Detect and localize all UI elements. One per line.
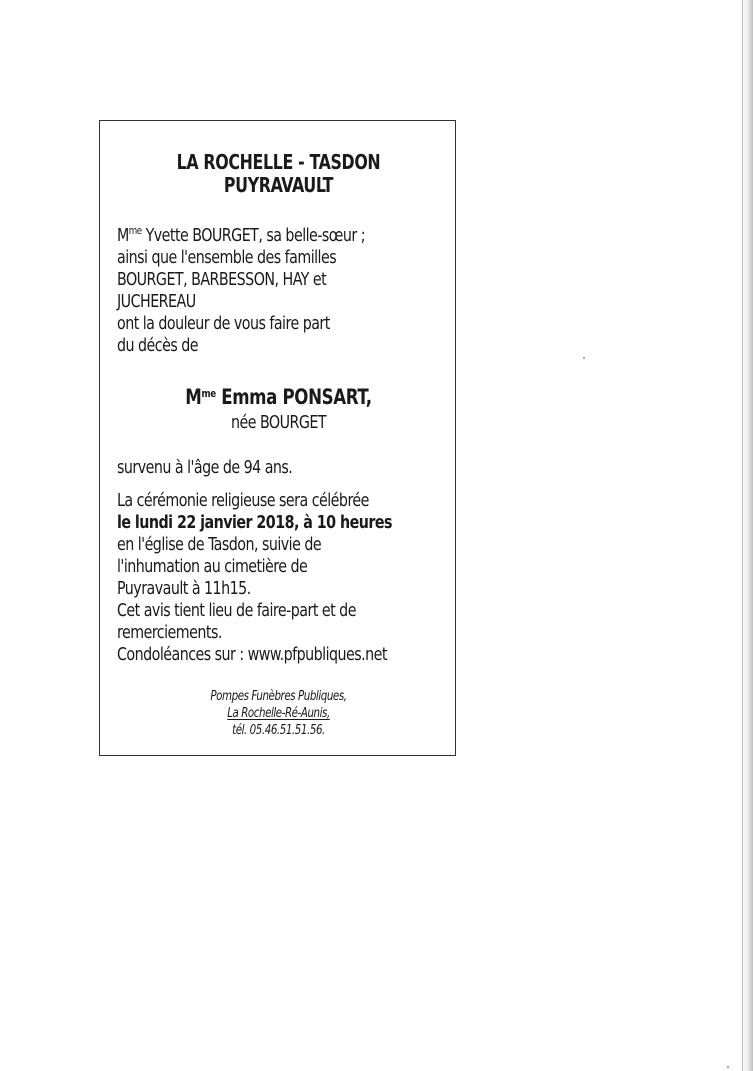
scan-edge-line <box>742 0 743 1071</box>
footer-company: Pompes Funèbres Publiques, <box>210 689 347 704</box>
ceremony-date: le lundi 22 janvier 2018, à 10 heures <box>117 512 392 533</box>
scan-speck <box>583 357 585 359</box>
announcer-abbr-sup: me <box>128 224 142 237</box>
footer-location: La Rochelle-Ré-Aunis, <box>227 706 330 721</box>
deceased-abbr: M <box>185 385 202 409</box>
obituary-notice <box>99 120 456 756</box>
age-line: survenu à l'âge de 94 ans. <box>117 457 293 478</box>
notice-line1: Cet avis tient lieu de faire-part et de <box>117 600 356 621</box>
announcer-abbr: M <box>117 225 129 246</box>
families-line1: ainsi que l'ensemble des familles <box>117 247 337 268</box>
announcer-line <box>117 225 365 247</box>
deceased-name-line <box>121 386 435 408</box>
notice-title-line1: LA ROCHELLE - TASDON <box>176 150 381 174</box>
footer-phone: tél. 05.46.51.51.56. <box>232 723 325 738</box>
condolences-line: Condoléances sur : www.pfpubliques.net <box>117 644 387 665</box>
announce-line1: ont la douleur de vous faire part <box>117 313 330 334</box>
announce-line2: du décès de <box>117 335 199 356</box>
ceremony-line4: l'inhumation au cimetière de <box>117 556 308 577</box>
scan-speck <box>727 1066 729 1068</box>
ceremony-line5: Puyravault à 11h15. <box>117 578 251 599</box>
notice-line2: remerciements. <box>117 622 222 643</box>
ceremony-line3: en l'église de Tasdon, suivie de <box>117 534 322 555</box>
deceased-name: Emma PONSART, <box>215 385 372 409</box>
announcer-text: Yvette BOURGET, sa belle-sœur ; <box>141 225 365 246</box>
ceremony-line1: La cérémonie religieuse sera célébrée <box>117 490 369 511</box>
notice-title-line2: PUYRAVAULT <box>223 173 334 197</box>
families-line3: JUCHEREAU <box>117 291 196 312</box>
families-line2: BOURGET, BARBESSON, HAY et <box>117 269 327 290</box>
deceased-abbr-sup: me <box>201 387 216 400</box>
deceased-birth-name: née BOURGET <box>230 412 327 433</box>
